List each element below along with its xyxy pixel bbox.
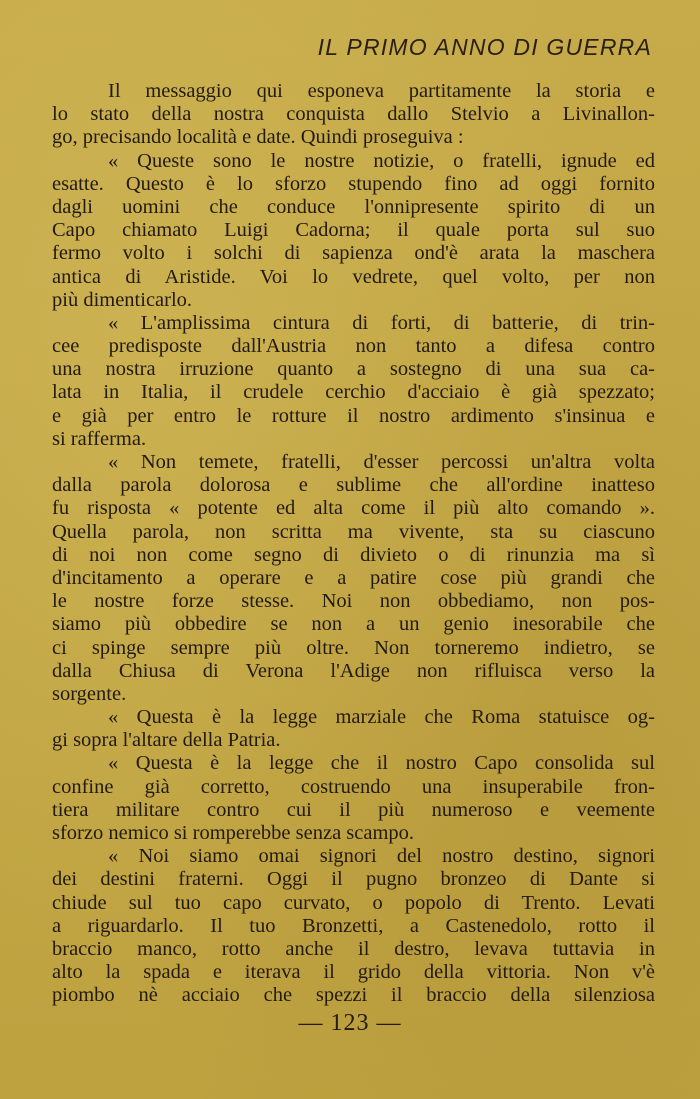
text-line: chiude sul tuo capo curvato, o popolo di Trento. Levati bbox=[52, 891, 655, 914]
text-line: Quella parola, non scritta ma vivente, sta su ciascuno bbox=[52, 520, 655, 543]
text-line: tiera militare contro cui il più numeroso e veemente bbox=[52, 798, 655, 821]
text-line: di noi non come segno di divieto o di rinunzia ma sì bbox=[52, 543, 655, 566]
page-number: — 123 — bbox=[298, 1010, 402, 1036]
text-line: sorgente. bbox=[52, 682, 127, 705]
text-line: sforzo nemico si romperebbe senza scampo. bbox=[52, 822, 415, 844]
text-line: dagli uomini che conduce l'onnipresente spirito di un bbox=[52, 195, 655, 218]
text-line: d'incitamento a operare e a patire cose più grandi che bbox=[52, 566, 655, 589]
text-line: si rafferma. bbox=[52, 427, 147, 450]
text-line: siamo più obbedire se non a un genio inesorabile che bbox=[52, 613, 655, 636]
text-line: antica di Aristide. Voi lo vedrete, quel volto, per non bbox=[52, 265, 655, 288]
text-line: « Noi siamo omai signori del nostro destino, signori bbox=[108, 845, 655, 868]
text-line: ci spinge sempre più oltre. Non torneremo indietro, se bbox=[52, 636, 655, 659]
text-line: fermo volto i solchi di sapienza ond'è arata la maschera bbox=[52, 242, 655, 265]
text-line: Capo chiamato Luigi Cadorna; il quale porta sul suo bbox=[52, 219, 655, 242]
text-line: esatte. Questo è lo sforzo stupendo fino ad oggi fornito bbox=[52, 172, 655, 195]
text-line: e già per entro le rotture il nostro ardimento s'insinua e bbox=[52, 404, 655, 427]
text-line: go, precisando località e date. Quindi proseguiva : bbox=[52, 126, 464, 149]
text-line: « Questa è la legge marziale che Roma statuisce og- bbox=[108, 706, 655, 729]
text-line: una nostra irruzione quanto a sostegno di una sua ca- bbox=[52, 358, 655, 381]
text-line: alto la spada e iterava il grido della vittoria. Non v'è bbox=[52, 961, 655, 984]
text-line: gi sopra l'altare della Patria. bbox=[52, 729, 281, 752]
text-line: cee predisposte dall'Austria non tanto a difesa contro bbox=[52, 335, 655, 358]
body-text bbox=[52, 80, 655, 1008]
text-line: dei destini fraterni. Oggi il pugno bronzeo di Dante si bbox=[52, 868, 655, 891]
running-head: IL PRIMO ANNO DI GUERRA bbox=[317, 34, 652, 60]
text-line: confine già corretto, costruendo una insuperabile fron- bbox=[52, 775, 655, 798]
text-line: lo stato della nostra conquista dallo Stelvio a Livinallon- bbox=[52, 103, 655, 126]
text-line: fu risposta « potente ed alta come il più alto comando ». bbox=[52, 497, 655, 520]
text-line: più dimenticarlo. bbox=[52, 288, 193, 311]
text-line: braccio manco, rotto anche il destro, levava tuttavia in bbox=[52, 937, 655, 960]
text-line: « Questa è la legge che il nostro Capo consolida sul bbox=[108, 752, 655, 775]
text-line: « L'amplissima cintura di forti, di batterie, di trin- bbox=[108, 311, 655, 334]
text-line: a riguardarlo. Il tuo Bronzetti, a Castenedolo, rotto il bbox=[52, 914, 655, 937]
text-line: lata in Italia, il crudele cerchio d'acciaio è già spezzato; bbox=[52, 381, 655, 404]
text-line: Il messaggio qui esponeva partitamente la storia e bbox=[108, 80, 655, 102]
text-line: piombo nè acciaio che spezzi il braccio della silenziosa bbox=[52, 984, 655, 1007]
text-line: « Non temete, fratelli, d'esser percossi un'altra volta bbox=[108, 451, 655, 473]
text-line: le nostre forze stesse. Noi non obbediamo, non pos- bbox=[52, 590, 655, 613]
text-line: « Queste sono le nostre notizie, o fratelli, ignude ed bbox=[108, 149, 655, 172]
text-line: dalla Chiusa di Verona l'Adige non rifluisca verso la bbox=[52, 659, 655, 682]
text-line: dalla parola dolorosa e sublime che all'ordine inatteso bbox=[52, 474, 655, 497]
